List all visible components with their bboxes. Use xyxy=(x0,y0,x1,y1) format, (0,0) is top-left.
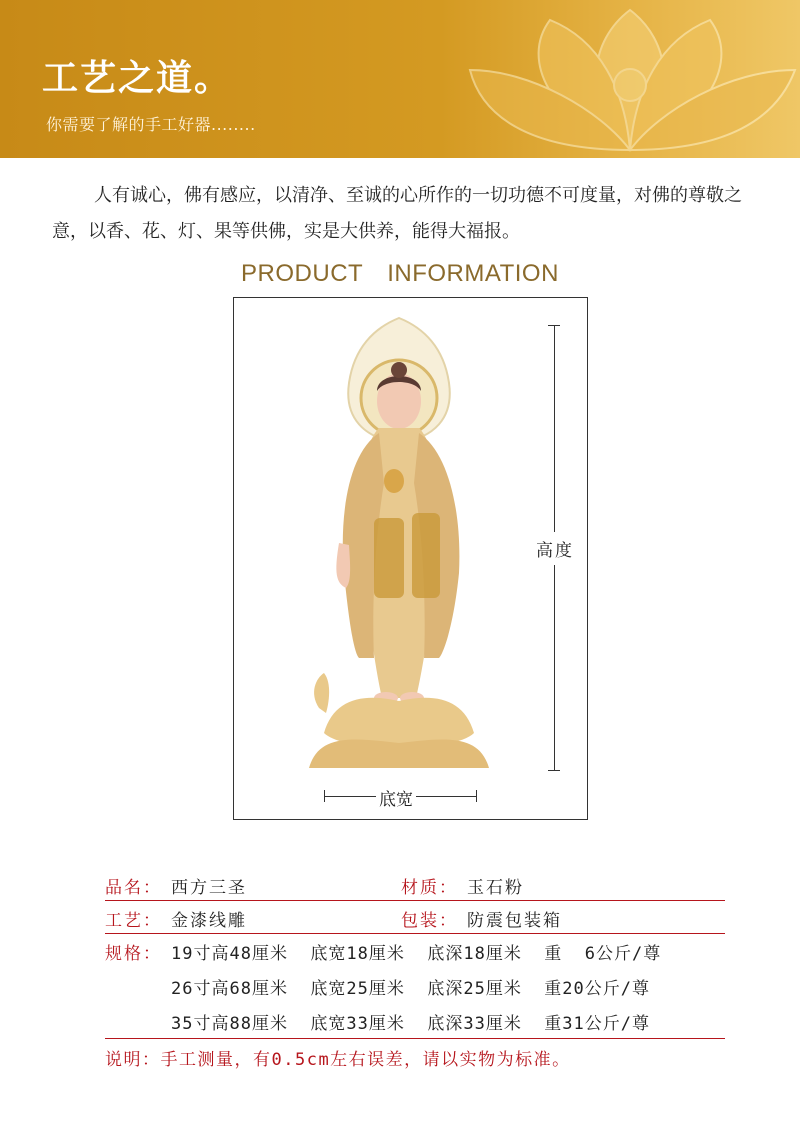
banner-title: 工艺之道。 xyxy=(42,58,233,99)
banner-subtitle: 你需要了解的手工好器........ xyxy=(46,115,256,134)
spec-table xyxy=(105,868,725,1075)
packing-value: 防震包装箱 xyxy=(467,911,562,931)
craft-key: 工艺： xyxy=(105,911,162,931)
height-label: 高度 xyxy=(536,532,574,565)
product-image-frame xyxy=(233,297,588,820)
header-banner xyxy=(0,0,800,158)
size-line: 19寸高48厘米 底宽18厘米 底深18厘米 重 6公斤/尊 xyxy=(171,944,662,964)
height-line-bottom-cap xyxy=(548,770,560,771)
craft-value: 金漆线雕 xyxy=(171,911,247,931)
spec-row-craft-packing xyxy=(105,901,725,934)
material-key: 材质： xyxy=(401,878,458,898)
width-label: 底宽 xyxy=(376,785,416,810)
size-line: 35寸高88厘米 底宽33厘米 底深33厘米 重31公斤/尊 xyxy=(171,1014,650,1034)
buddha-statue-image xyxy=(294,313,504,773)
material-value: 玉石粉 xyxy=(467,878,524,898)
size-key: 规格： xyxy=(105,944,162,964)
section-title-word1: PRODUCT xyxy=(241,260,364,287)
name-key: 品名： xyxy=(105,878,162,898)
name-value: 西方三圣 xyxy=(171,878,247,898)
section-title-word2: INFORMATION xyxy=(387,260,559,287)
intro-paragraph xyxy=(52,178,742,250)
width-line-right-cap xyxy=(476,790,477,802)
measurement-note: 说明：手工测量，有0.5cm左右误差，请以实物为标准。 xyxy=(105,1050,571,1070)
spec-row-name-material xyxy=(105,868,725,901)
spec-row-sizes xyxy=(105,934,725,1039)
packing-key: 包装： xyxy=(401,911,458,931)
section-title xyxy=(0,260,800,288)
size-line: 26寸高68厘米 底宽25厘米 底深25厘米 重20公斤/尊 xyxy=(171,979,650,999)
lotus-decoration-icon xyxy=(460,0,800,158)
intro-text: 人有诚心，佛有感应，以清净、至诚的心所作的一切功德不可度量，对佛的尊敬之意，以香、花、灯、果等供佛，实是大供养，能得大福报。 xyxy=(52,185,742,242)
